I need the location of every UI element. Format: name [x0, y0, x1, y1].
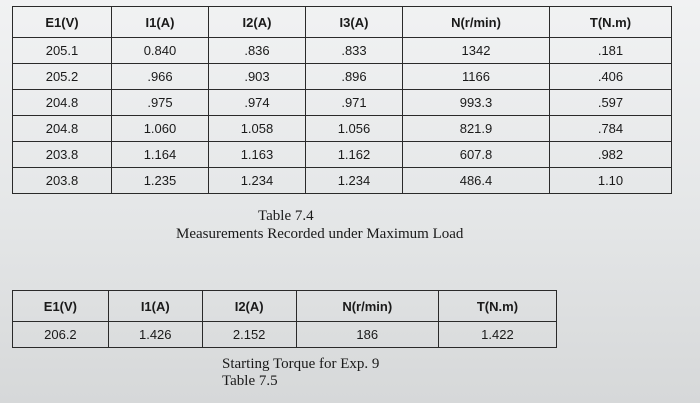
column-header: I1(A) — [108, 291, 202, 322]
table-cell: 205.1 — [13, 38, 112, 64]
column-header: E1(V) — [13, 7, 112, 38]
table-cell: 993.3 — [402, 90, 549, 116]
table-cell: 1.163 — [208, 142, 305, 168]
table-cell: .966 — [111, 64, 208, 90]
table-row — [13, 90, 672, 116]
table-cell: 1.426 — [108, 322, 202, 348]
table-cell: 486.4 — [402, 168, 549, 194]
measurements-table — [12, 6, 672, 194]
table-cell: 1342 — [402, 38, 549, 64]
table-cell: .836 — [208, 38, 305, 64]
table-row — [13, 38, 672, 64]
table-cell: .597 — [550, 90, 672, 116]
table-cell: .406 — [550, 64, 672, 90]
column-header: N(r/min) — [402, 7, 549, 38]
starting-torque-table — [12, 290, 557, 348]
table-cell: 1.235 — [111, 168, 208, 194]
column-header: I3(A) — [305, 7, 402, 38]
table-cell: .896 — [305, 64, 402, 90]
table-row — [13, 142, 672, 168]
table-cell: .833 — [305, 38, 402, 64]
table-header-row — [13, 291, 557, 322]
table-cell: .974 — [208, 90, 305, 116]
table-cell: 1.058 — [208, 116, 305, 142]
table-cell: 1.234 — [305, 168, 402, 194]
table-cell: 607.8 — [402, 142, 549, 168]
table-row — [13, 168, 672, 194]
column-header: I2(A) — [208, 7, 305, 38]
table-cell: 1166 — [402, 64, 549, 90]
table-cell: 821.9 — [402, 116, 549, 142]
table-cell: 203.8 — [13, 168, 112, 194]
table-cell: 205.2 — [13, 64, 112, 90]
table-cell: .982 — [550, 142, 672, 168]
table-cell: 1.164 — [111, 142, 208, 168]
table-caption-number: Table 7.5 — [222, 373, 278, 389]
table-cell: 1.056 — [305, 116, 402, 142]
column-header: T(N.m) — [438, 291, 556, 322]
table-caption-number: Table 7.4 — [258, 208, 314, 224]
table-cell: 1.162 — [305, 142, 402, 168]
table-cell: 204.8 — [13, 116, 112, 142]
table-caption-description: Starting Torque for Exp. 9 — [222, 356, 380, 372]
table-cell: .903 — [208, 64, 305, 90]
table-row — [13, 116, 672, 142]
table-cell: 186 — [296, 322, 438, 348]
table-caption-description: Measurements Recorded under Maximum Load — [176, 226, 464, 242]
table-cell: .975 — [111, 90, 208, 116]
table-cell: 204.8 — [13, 90, 112, 116]
table-cell: 1.422 — [438, 322, 556, 348]
table-cell: 1.060 — [111, 116, 208, 142]
column-header: N(r/min) — [296, 291, 438, 322]
table-cell: 203.8 — [13, 142, 112, 168]
table-cell: 206.2 — [13, 322, 109, 348]
column-header: I2(A) — [202, 291, 296, 322]
table-cell: 0.840 — [111, 38, 208, 64]
table-cell: .181 — [550, 38, 672, 64]
table-row — [13, 322, 557, 348]
table-cell: 2.152 — [202, 322, 296, 348]
column-header: T(N.m) — [550, 7, 672, 38]
table-cell: 1.234 — [208, 168, 305, 194]
column-header: I1(A) — [111, 7, 208, 38]
column-header: E1(V) — [13, 291, 109, 322]
table-cell: .784 — [550, 116, 672, 142]
table-row — [13, 64, 672, 90]
table-header-row — [13, 7, 672, 38]
table-cell: .971 — [305, 90, 402, 116]
table-cell: 1.10 — [550, 168, 672, 194]
